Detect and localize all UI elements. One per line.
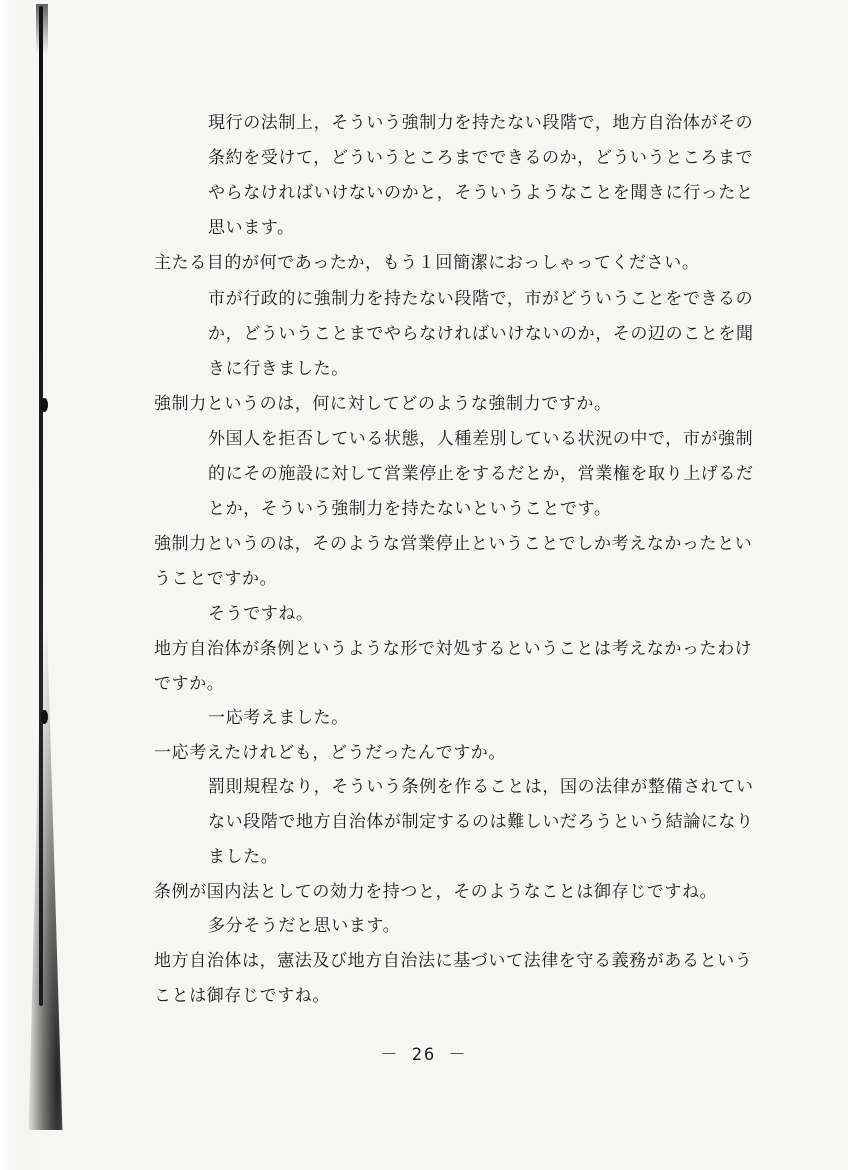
text-line: 市が行政的に強制力を持たない段階で，市がどういうことをできるの [208,289,754,309]
page-number: － 26 － [380,1045,468,1065]
text-line: 条約を受けて，どういうところまでできるのか，どういうところまで [208,148,754,168]
text-line: 思います。 [208,218,295,238]
text-line: とか，そういう強制力を持たないということです。 [208,499,612,519]
text-line: そうですね。 [208,604,314,624]
text-line: 条例が国内法としての効力を持つと，そのようなことは御存じですね。 [154,882,718,902]
text-line: 一応考えたけれども，どうだったんですか。 [154,743,506,763]
text-line: 的にその施設に対して営業停止をするだとか，営業権を取り上げるだ [208,464,754,484]
text-line: 一応考えました。 [208,708,349,728]
text-line: 外国人を拒否している状態，人種差別している状況の中で，市が強制 [208,429,754,449]
text-line: ました。 [208,847,279,867]
text-line: うことですか。 [154,569,278,589]
text-line: 強制力というのは，そのような営業停止ということでしか考えなかったとい [154,534,753,554]
text-line: 現行の法制上，そういう強制力を持たない段階で，地方自治体がその [208,113,754,133]
text-line: 多分そうだと思います。 [208,916,401,936]
text-line: 主たる目的が何であったか，もう１回簡潔におっしゃってください。 [154,253,700,273]
text-line: ことは御存じですね。 [154,986,330,1006]
text-line: か，どういうことまでやらなければいけないのか，その辺のことを聞 [208,324,754,344]
text-line: 地方自治体が条例というような形で対処するということは考えなかったわけ [154,639,753,659]
binding-hole-mark [41,710,48,724]
text-line: 強制力というのは，何に対してどのような強制力ですか。 [154,394,612,414]
text-line: 罰則規程なり，そういう条例を作ることは，国の法律が整備されてい [208,777,754,797]
text-line: ない段階で地方自治体が制定するのは難しいだろうという結論になり [208,812,754,832]
text-line: やらなければいけないのかと，そういうようなことを聞きに行ったと [208,183,754,203]
text-line: 地方自治体は，憲法及び地方自治法に基づいて法律を守る義務があるという [154,951,753,971]
binding-hole-mark [41,398,48,412]
text-line: ですか。 [154,674,225,694]
text-line: きに行きました。 [208,359,349,379]
